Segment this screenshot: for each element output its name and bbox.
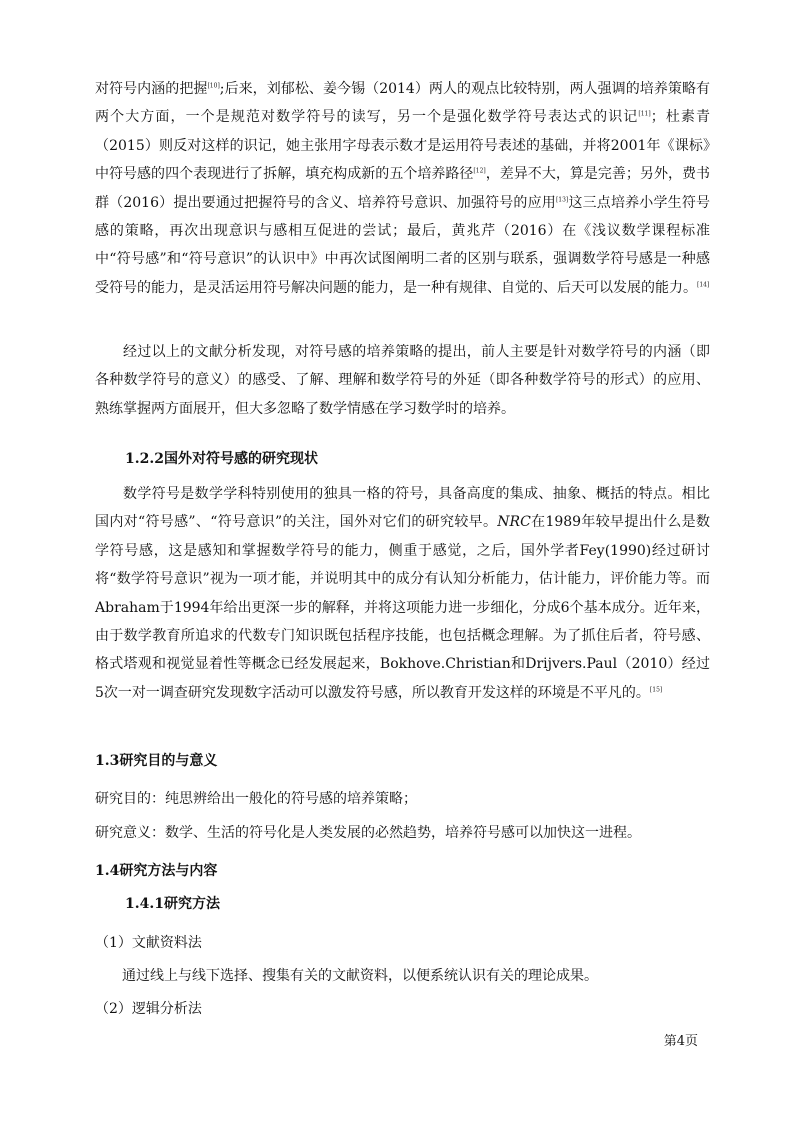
- paragraph-literature-review: [95, 75, 710, 302]
- citation-11: [11]: [638, 110, 651, 118]
- section-heading-1-4: 1.4研究方法与内容: [95, 863, 218, 879]
- method-1-text: 通过线上与线下选择、搜集有关的文献资料，以便系统认识有关的理论成果。: [122, 968, 598, 984]
- citation-10: [10]: [207, 82, 220, 90]
- text-run: 数学符号是数学学科特别使用的独具一格的符号，具备高度的集成、抽象、概括的特点。相比国内对“符号感”、“符号意识”的关注，国外对它们的研究较早。: [95, 486, 710, 531]
- nrc-abbrev: NRC: [497, 514, 531, 531]
- research-purpose: 研究目的：纯思辨给出一般化的符号感的培养策略；: [95, 791, 417, 807]
- page-number: 第4页: [663, 1034, 698, 1049]
- method-1-title: （1）文献资料法: [95, 935, 202, 951]
- section-heading-1-3: 1.3研究目的与意义: [95, 753, 218, 769]
- text-run: 在1989年较早提出什么是数学符号感，这是感知和掌握数学符号的能力，侧重于感觉，之后，国外学者Fey(1990)经过研讨将“数学符号意识”视为一项才能，并说明其中的成分有认知分析能力，估计能力，评价能力等。而Abraham于1994年给出更深一步的解释，并将这项能力进一步细化，分成6个基本成分。近年来，由于数学教育所追求的代数专门知识既包括程序技能，也包括概念理解。为了抓住后者，符号感、格式塔观和视觉显着性等概念已经发展起来，Bokhove.Christian和Drijvers.Paul（2010）经过5次一对一调查研究发现数字活动可以激发符号感，所以教育开发这样的环境是不平凡的。: [95, 514, 710, 701]
- citation-14: [14]: [697, 281, 710, 289]
- text-run: 这三点培养小学生符号感的策略，再次出现意识与感相互促进的尝试；最后，黄兆芹（2016）在《浅议数学课程标准中“符号感”和“符号意识”的认识中》中再次试图阐明二者的区别与联系，强调数学符号感是一种感受符号的能力，是灵活运用符号解决问题的能力，是一种有规律、自觉的、后天可以发展的能力。: [95, 194, 710, 296]
- section-heading-1-4-1: 1.4.1研究方法: [125, 896, 220, 912]
- text-run: ，差异不大，算是完善；另外，费书群（2016）提出要通过把握符号的含义、培养符号意识、加强符号的应用: [95, 166, 710, 211]
- paragraph-foreign-research: [95, 480, 710, 707]
- text-run: ；杜素青（2015）则反对这样的识记，她主张用字母表示数才是运用符号表述的基础，并将2001年《课标》中符号感的四个表现进行了拆解，填充构成新的五个培养路径: [95, 109, 711, 183]
- text-run: ;后来，刘郁松、姜今锡（2014）两人的观点比较特别，两人强调的培养策略有两个大方面，一个是规范对数学符号的读写，另一个是强化数学符号表达式的识记: [95, 81, 711, 126]
- citation-15: [15]: [649, 686, 663, 694]
- text-run: 对符号内涵的把握: [95, 81, 208, 97]
- method-2-title: （2）逻辑分析法: [95, 1001, 202, 1017]
- citation-12: [12]: [473, 167, 486, 175]
- citation-13: [13]: [555, 195, 569, 203]
- section-heading-1-2-2: 1.2.2国外对符号感的研究现状: [125, 451, 318, 467]
- paragraph-analysis-summary: [95, 338, 710, 423]
- research-meaning: 研究意义：数学、生活的符号化是人类发展的必然趋势，培养符号感可以加快这一进程。: [95, 825, 641, 841]
- paragraph-text: 经过以上的文献分析发现，对符号感的培养策略的提出，前人主要是针对数学符号的内涵（即各种数学符号的意义）的感受、了解、理解和数学符号的外延（即各种数学符号的形式）的应用、熟练掌握两方面展开，但大多忽略了数学情感在学习数学时的培养。: [95, 344, 710, 417]
